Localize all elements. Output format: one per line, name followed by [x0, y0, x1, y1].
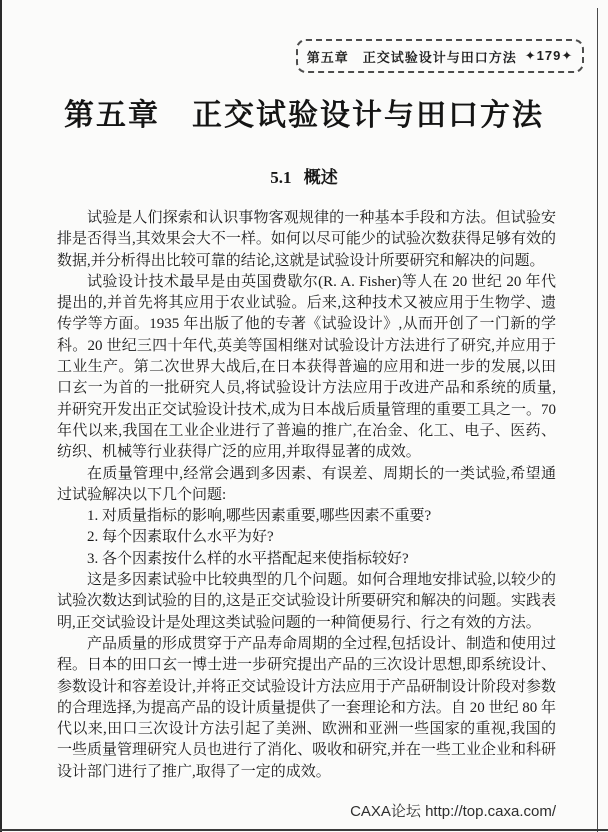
footer-watermark	[350, 800, 556, 821]
page-number-marker: ✦179✦	[524, 48, 574, 63]
paragraph-history: 试验设计技术最早是由英国费歇尔(R. A. Fisher)等人在 20 世纪 20 年代提出的,并首先将其应用于农业试验。后来,这种技术又被应用于生物学、遗传学等方面。1935 年出版了他的专著《试验设计》,从而开创了一门新的学科。20 世纪三四十年代,英美等国相继对试验设计方法进行了研究,并应用于工业生产。第二次世界大战后,在日本获得普遍的应用和进一步的发展,以田口玄一为首的一批研究人员,将试验设计方法应用于改进产品和系统的质量,并研究开发出正交试验设计技术,成为日本战后质量管理的重要工具之一。70 年代以来,我国在工业企业进行了普遍的推广,在冶金、化工、电子、医药、纺织、机械等行业获得广泛的应用,并取得显著的成效。	[57, 273, 556, 461]
section-heading	[0, 163, 608, 188]
running-header-chapter-label: 第五章 正交试验设计与田口方法	[306, 49, 517, 65]
body-text	[57, 208, 556, 783]
paragraph-intro: 试验是人们探索和认识事物客观规律的一种基本手段和方法。但试验安排是否得当,其效果会大不一样。如何以尽可能少的试验次数获得足够有效的数据,并分析得出比较可靠的结论,这就是试验设计所要研究和解决的问题。	[57, 210, 556, 269]
section-title: 概述	[303, 168, 338, 187]
section-number: 5.1	[270, 168, 292, 187]
paragraph-taguchi-design: 产品质量的形成贯穿于产品寿命周期的全过程,包括设计、制造和使用过程。日本的田口玄一博士进一步研究提出产品的三次设计思想,即系统设计、参数设计和容差设计,并将正交试验设计方法应用于产品研制设计阶段对参数的合理选择,为提高产品的设计质量提供了一套理论和方法。自 20 世纪 80 年代以来,田口三次设计方法引起了美洲、欧洲和亚洲一些国家的重视,我国的一些质量管理研究人员也进行了消化、吸收和研究,并在一些工业企业和科研设计部门进行了推广,取得了一定的成效。	[57, 635, 556, 780]
running-header	[296, 39, 584, 73]
paragraph-quality-management: 在质量管理中,经常会遇到多因素、有误差、周期长的一类试验,希望通过试验解决以下几个问题:	[57, 465, 556, 503]
question-item-3: 3. 各个因素按什么样的水平搭配起来使指标较好?	[87, 550, 409, 567]
question-item-1: 1. 对质量指标的影响,哪些因素重要,哪些因素不重要?	[87, 508, 432, 525]
question-item-2: 2. 每个因素取什么水平为好?	[87, 529, 274, 546]
scan-edge-bottom	[0, 829, 608, 831]
chapter-title: 第五章 正交试验设计与田口方法	[64, 99, 544, 132]
paragraph-typical-problems: 这是多因素试验中比较典型的几个问题。如何合理地安排试验,以较少的试验次数达到试验的目的,这是正交试验设计所要研究和解决的问题。实践表明,正交试验设计是处理这类试验问题的一种简便易行、行之有效的方法。	[57, 572, 556, 631]
footer-site-url: CAXA论坛 http://top.caxa.com/	[350, 803, 556, 820]
